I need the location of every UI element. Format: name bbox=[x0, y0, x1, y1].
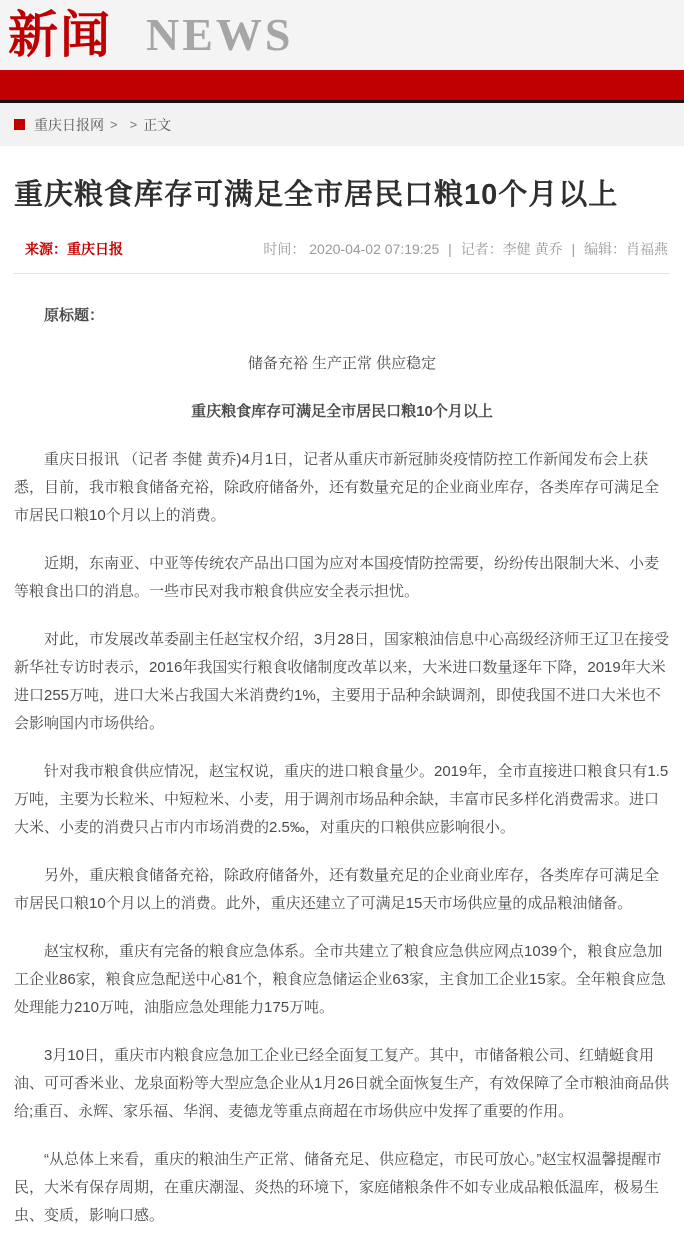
meta-separator: | bbox=[448, 241, 452, 257]
meta-separator: | bbox=[571, 241, 576, 257]
article-paragraph: 3月10日，重庆市内粮食应急加工企业已经全面复工复产。其中，市储备粮公司、红蜻蜓食用油、可可香米业、龙泉面粉等大型应急企业从1月26日就全面恢复生产，有效保障了全市粮油商品供给;重百、永辉、家乐福、华润、麦德龙等重点商超在市场供应中发挥了重要的作用。 bbox=[14, 1047, 670, 1120]
article-container bbox=[0, 172, 684, 1256]
site-logo-cn[interactable]: 新闻 bbox=[8, 7, 112, 63]
breadcrumb-square-icon bbox=[14, 119, 25, 130]
article-subtitle: 重庆粮食库存可满足全市居民口粮10个月以上 bbox=[191, 403, 493, 420]
page-title: 重庆粮食库存可满足全市居民口粮10个月以上 bbox=[14, 179, 619, 211]
breadcrumb-site-link[interactable]: 重庆日报网 bbox=[34, 116, 104, 133]
article-editor: 编辑：肖福燕 bbox=[584, 241, 668, 257]
article-paragraph: 赵宝权称，重庆有完备的粮食应急体系。全市共建立了粮食应急供应网点1039个，粮食应急加工企业86家，粮食应急配送中心81个，粮食应急储运企业63家，主食加工企业15家。全年粮食应急处理能力210万吨，油脂应急处理能力175万吨。 bbox=[14, 943, 666, 1016]
article-paragraph: 近期，东南亚、中亚等传统农产品出口国为应对本国疫情防控需要，纷纷传出限制大米、小麦等粮食出口的消息。一些市民对我市粮食供应安全表示担忧。 bbox=[14, 555, 660, 600]
article-body bbox=[14, 274, 670, 1256]
article-meta-row bbox=[14, 233, 670, 274]
breadcrumb-separator: > bbox=[110, 117, 118, 132]
article-paragraph: 另外，重庆粮食储备充裕，除政府储备外，还有数量充足的企业商业库存，各类库存可满足全市居民口粮10个月以上的消费。此外，重庆还建立了可满足15天市场供应量的成品粮油储备。 bbox=[14, 867, 660, 912]
article-time: 时间： 2020-04-02 07:19:25 bbox=[263, 241, 440, 257]
breadcrumb-separator: > bbox=[129, 117, 138, 132]
breadcrumb bbox=[0, 103, 684, 146]
site-header bbox=[0, 0, 684, 70]
article-meta bbox=[263, 239, 668, 259]
original-title-label: 原标题： bbox=[44, 307, 105, 324]
article-paragraph: 重庆日报讯 （记者 李健 黄乔)4月1日，记者从重庆市新冠肺炎疫情防控工作新闻发布会上获悉，目前，我市粮食储备充裕，除政府储备外，还有数量充足的企业商业库存，各类库存可满足全市居民口粮10个月以上的消费。 bbox=[14, 451, 660, 524]
article-paragraph: 针对我市粮食供应情况，赵宝权说，重庆的进口粮食量少。2019年，全市直接进口粮食只有1.5万吨，主要为长粒米、中短粒米、小麦，用于调剂市场品种余缺，丰富市民多样化消费需求。进口大米、小麦的消费只占市内市场消费的2.5‰，对重庆的口粮供应影响很小。 bbox=[14, 763, 669, 836]
red-banner bbox=[0, 70, 684, 103]
article-paragraph: 对此，市发展改革委副主任赵宝权介绍，3月28日，国家粮油信息中心高级经济师王辽卫在接受新华社专访时表示，2016年我国实行粮食收储制度改革以来，大米进口数量逐年下降，2019年大米进口255万吨，进口大米占我国大米消费约1%，主要用于品种余缺调剂，即使我国不进口大米也不会影响国内市场供给。 bbox=[14, 631, 670, 732]
article-source: 来源：重庆日报 bbox=[25, 241, 123, 257]
article-paragraph: “从总体上来看，重庆的粮油生产正常、储备充足、供应稳定，市民可放心。”赵宝权温馨提醒市民，大米有保存周期，在重庆潮湿、炎热的环境下，家庭储粮条件不如专业成品粮低温库，极易生虫、变质，影响口感。 bbox=[14, 1151, 662, 1224]
article-reporter: 记者：李健 黄乔 bbox=[460, 241, 563, 257]
breadcrumb-current-link[interactable]: 正文 bbox=[143, 116, 172, 133]
article-kicker: 储备充裕 生产正常 供应稳定 bbox=[247, 355, 437, 372]
site-logo-en: NEWS bbox=[146, 9, 294, 60]
